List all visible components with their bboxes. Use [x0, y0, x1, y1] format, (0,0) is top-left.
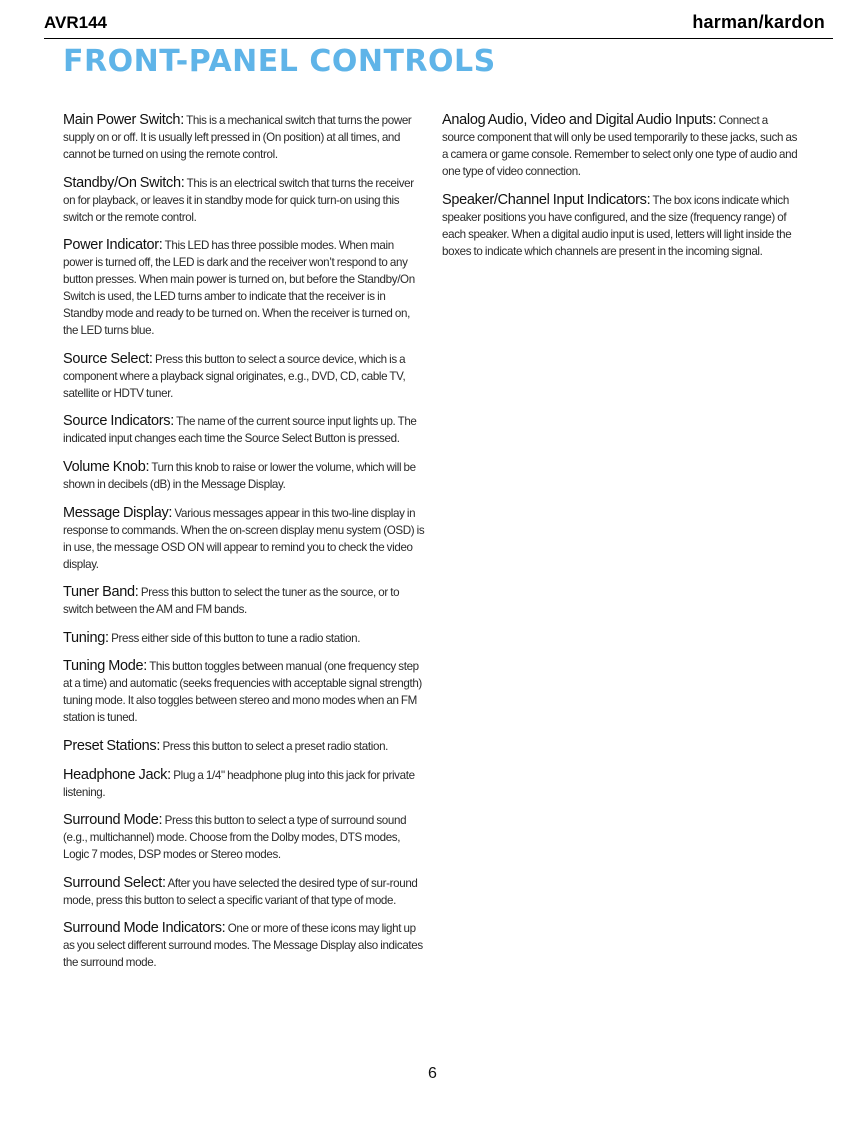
entry-text: This button toggles between manual (one frequency step at a time) and automatic (seeks frequencies with acceptable signal strength) tuning mode. It also toggles between stereo and mono modes when an FM station is tuned. [63, 660, 422, 725]
entry-text: The box icons indicate which speaker positions you have configured, and the size (frequency range) of each speaker. When a digital audio input is used, letters will light inside the boxes to indicate which channels are present in the incoming signal. [442, 193, 792, 258]
entry-text: This LED has three possible modes. When main power is turned off, the LED is dark and the receiver won’t respond to any button presses. When main power is turned on, but before the Standby/On Switch is used, the LED turns amber to indicate that the receiver is in Standby mode and ready to be turned on. When the receiver is turned on, the LED turns blue. [63, 239, 415, 338]
entry-tuner-band [63, 584, 425, 618]
entry-source-select [63, 351, 425, 402]
entry-surround-mode [63, 812, 425, 863]
entry-text: This is an electrical switch that turns the receiver on for playback, or leaves it in standby mode for quick turn-on using this switch or the remote control. [63, 176, 414, 224]
entry-headphone-jack [63, 767, 425, 801]
entry-term: Headphone Jack: [63, 766, 171, 783]
entry-term: Volume Knob: [63, 458, 150, 475]
entry-term: Power Indicator: [63, 237, 163, 254]
entry-text: One or more of these icons may light up as you select different surround modes. The Message Display also indicates the surround mode. [63, 922, 423, 970]
entry-text: After you have selected the desired type of sur-round mode, press this button to select a specific variant of that type of mode. [63, 876, 418, 907]
entry-term: Speaker/Channel Input Indicators: [442, 191, 651, 208]
right-column [442, 112, 802, 268]
entry-term: Standby/On Switch: [63, 174, 185, 191]
entry-term: Message Display: [63, 504, 173, 521]
page-header [44, 12, 833, 39]
model-name: AVR144 [44, 13, 107, 32]
entry-tuning [63, 630, 425, 647]
entry-main-power-switch [63, 112, 425, 163]
entry-term: Tuning Mode: [63, 658, 148, 675]
entry-term: Preset Stations: [63, 737, 161, 754]
entry-front-panel-inputs [442, 112, 802, 180]
entry-surround-select [63, 875, 425, 909]
entry-text: Press this button to select a type of surround sound (e.g., multichannel) mode. Choose from the Dolby modes, DTS modes, Logic 7 modes, DSP modes or Stereo modes. [63, 814, 407, 862]
entry-term: Analog Audio, Video and Digital Audio Inputs: [442, 112, 717, 128]
brand-logo: harman/kardon [692, 12, 825, 32]
entry-term: Surround Mode: [63, 812, 163, 829]
entry-text: Press this button to select a source device, which is a component where a playback signal originates, e.g., DVD, CD, cable TV, satellite or HDTV tuner. [63, 352, 406, 400]
entry-term: Main Power Switch: [63, 112, 184, 128]
entry-standby-on-switch [63, 175, 425, 226]
entry-text: The name of the current source input lights up. The indicated input changes each time the Source Select Button is pressed. [63, 415, 417, 446]
entry-term: Source Select: [63, 350, 153, 367]
entry-term: Tuner Band: [63, 584, 139, 601]
entry-text: Connect a source component that will only be used temporarily to these jacks, such as a camera or game console. Remember to select only one type of audio and one type of video connection. [442, 114, 798, 178]
entry-message-display [63, 505, 425, 573]
entry-term: Surround Mode Indicators: [63, 920, 226, 937]
entry-text: Press either side of this button to tune a radio station. [111, 631, 361, 645]
entry-tuning-mode [63, 658, 425, 726]
entry-preset-stations [63, 738, 425, 755]
page-title: FRONT-PANEL CONTROLS [63, 44, 496, 79]
entry-text: This is a mechanical switch that turns the power supply on or off. It is usually left pressed in (On position) at all times, and cannot be turned on using the remote control. [63, 114, 412, 161]
entry-text: Plug a 1/4" headphone plug into this jack for private listening. [63, 768, 415, 799]
page-number: 6 [428, 1065, 437, 1082]
entry-volume-knob [63, 459, 425, 493]
entry-text: Turn this knob to raise or lower the volume, which will be shown in decibels (dB) in the Message Display. [63, 460, 416, 491]
entry-term: Source Indicators: [63, 413, 174, 430]
entry-term: Surround Select: [63, 874, 166, 891]
entry-source-indicators [63, 413, 425, 447]
entry-speaker-channel-indicators [442, 192, 802, 260]
entry-surround-mode-indicators [63, 920, 425, 971]
entry-text: Press this button to select the tuner as the source, or to switch between the AM and FM bands. [63, 586, 400, 617]
entry-term: Tuning: [63, 629, 109, 646]
entry-power-indicator [63, 237, 425, 339]
entry-text: Various messages appear in this two-line display in response to commands. When the on-screen display menu system (OSD) is in use, the message OSD ON will appear to remind you to check the video display. [63, 506, 425, 571]
entry-text: Press this button to select a preset radio station. [162, 739, 389, 753]
left-column [63, 112, 425, 980]
